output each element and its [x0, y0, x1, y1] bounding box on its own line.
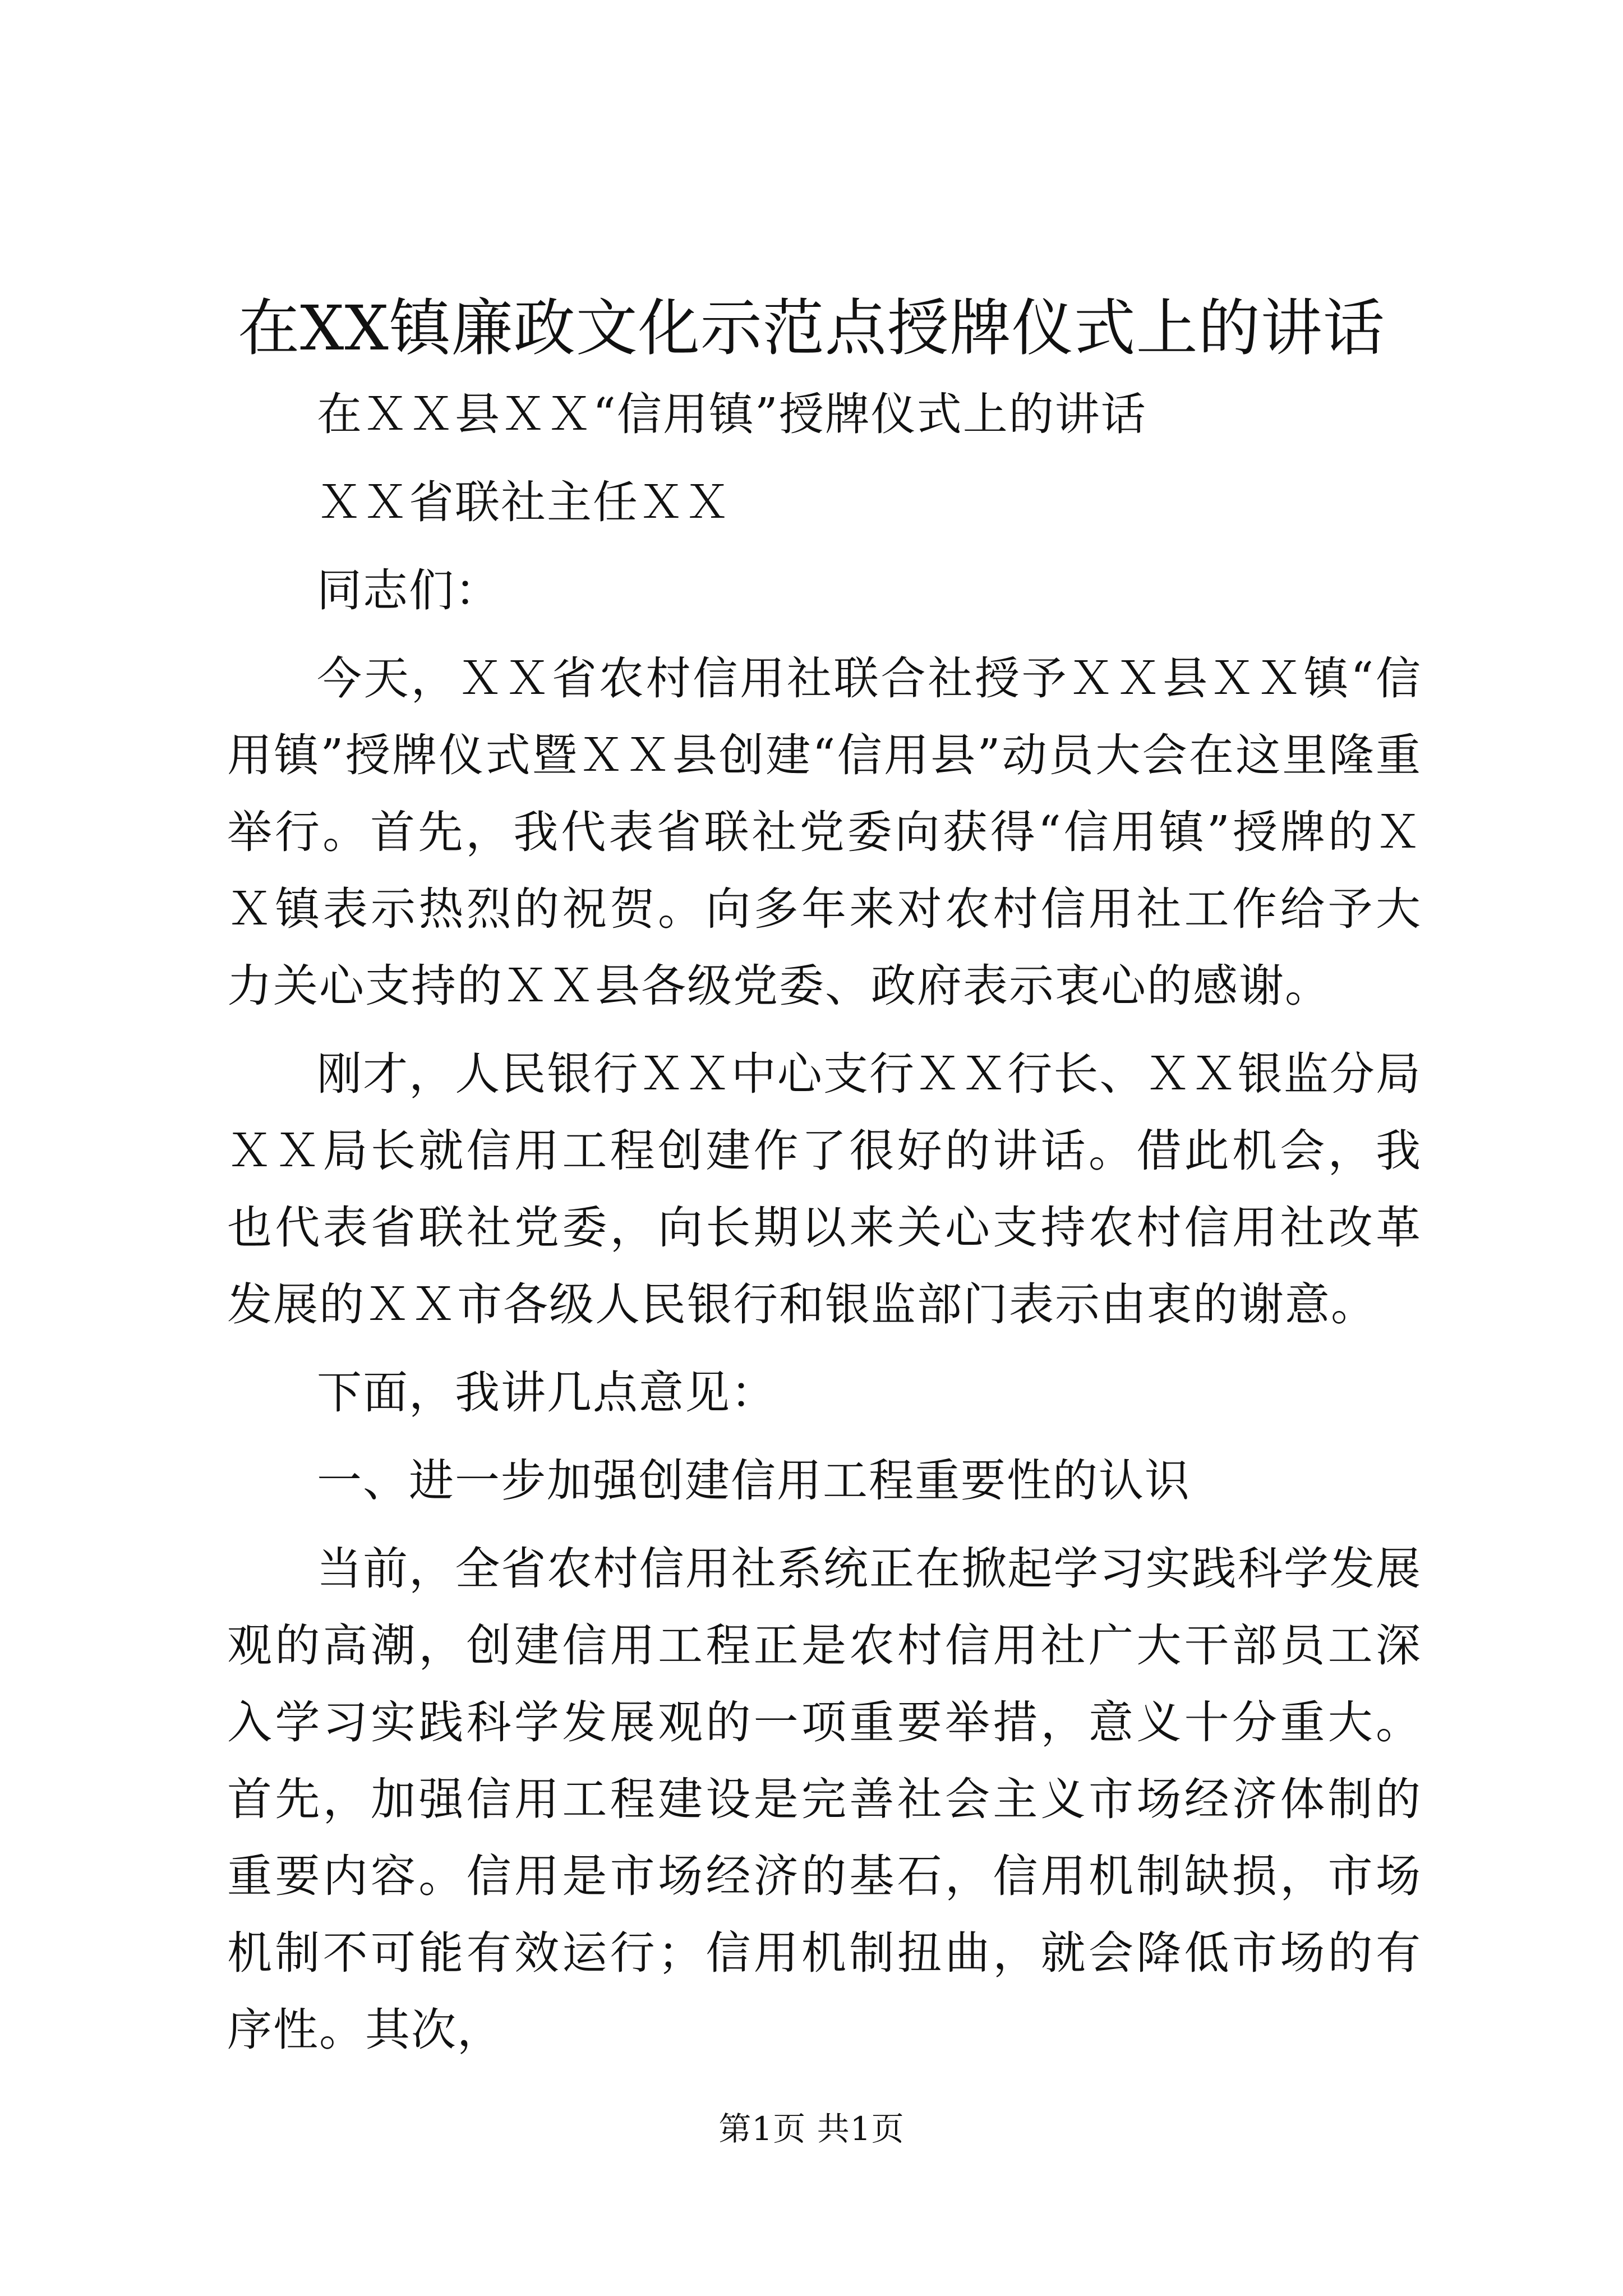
speech-title-paragraph: 在ＸＸ县ＸＸ“信用镇”授牌仪式上的讲话 — [317, 388, 1147, 440]
body-paragraph: 刚才，人民银行ＸＸ中心支行ＸＸ行长、ＸＸ银监分局ＸＸ局长就信用工程创建作了很好的讲话。借此机会，我也代表省联社党委，向长期以来关心支持农村信用社改革发展的ＸＸ市各级人民银行和银监部门表示由衷的谢意。 — [227, 1048, 1422, 1331]
document-body — [227, 376, 1422, 2079]
page-footer: 第1页 共1页 — [718, 2110, 905, 2148]
body-paragraph: 当前，全省农村信用社系统正在掀起学习实践科学发展观的高潮，创建信用工程正是农村信用社广大干部员工深入学习实践科学发展观的一项重要举措，意义十分重大。首先，加强信用工程建设是完善社会主义市场经济体制的重要内容。信用是市场经济的基石，信用机制缺损，市场机制不可能有效运行；信用机制扭曲，就会降低市场的有序性。其次， — [227, 1543, 1422, 2056]
speaker-line-paragraph: ＸＸ省联社主任ＸＸ — [317, 476, 731, 528]
body-paragraph: 下面，我讲几点意见： — [317, 1366, 777, 1419]
document-title: 在XX镇廉政文化示范点授牌仪式上的讲话 — [238, 292, 1385, 364]
section-heading-paragraph: 一、进一步加强创建信用工程重要性的认识 — [317, 1455, 1191, 1507]
salutation-paragraph: 同志们： — [317, 564, 501, 616]
body-paragraph: 今天，ＸＸ省农村信用社联合社授予ＸＸ县ＸＸ镇“信用镇”授牌仪式暨ＸＸ县创建“信用县”动员大会在这里隆重举行。首先，我代表省联社党委向获得“信用镇”授牌的ＸＸ镇表示热烈的祝贺。向多年来对农村信用社工作给予大力关心支持的ＸＸ县各级党委、政府表示衷心的感谢。 — [227, 652, 1422, 1012]
